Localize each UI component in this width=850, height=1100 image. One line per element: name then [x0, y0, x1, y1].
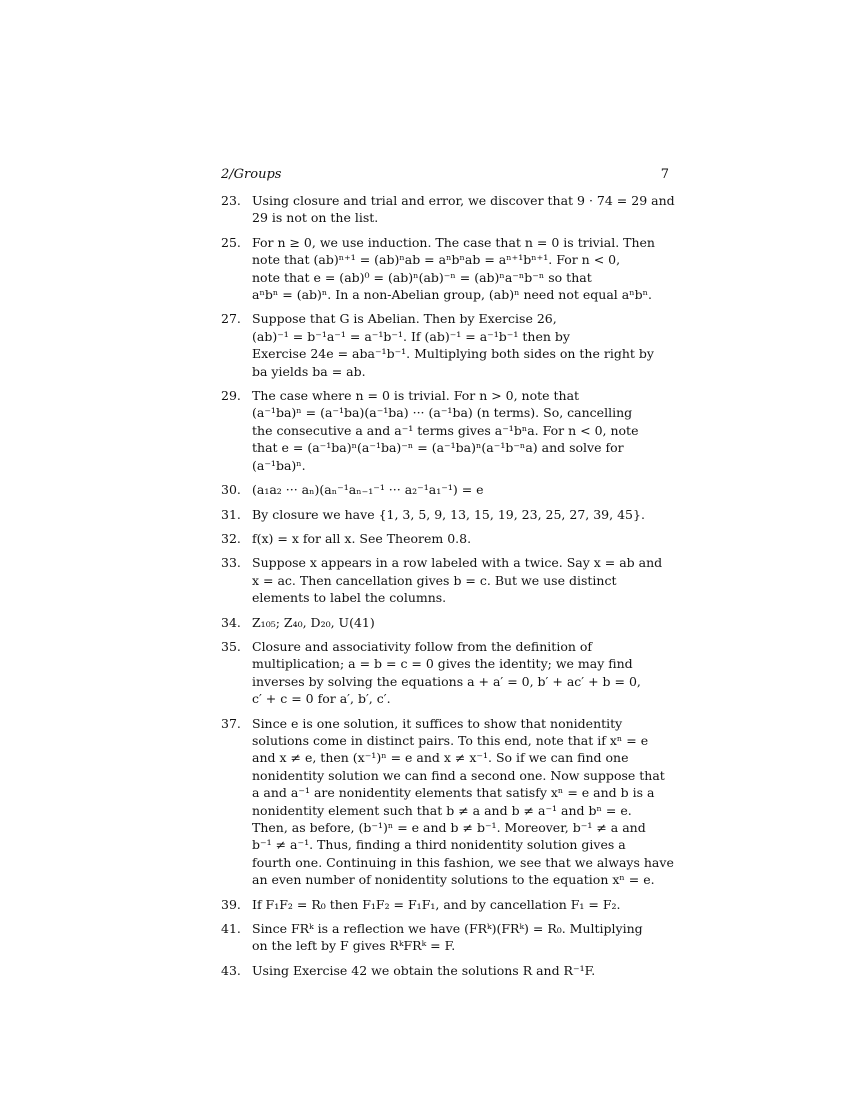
solution-line: (a⁻¹ba)ⁿ.: [252, 457, 306, 473]
exercise-number: 37.: [221, 715, 241, 731]
solution-line: Suppose x appears in a row labeled with a twice. Say x = ab and: [252, 555, 663, 571]
exercise-solution: [221, 896, 657, 913]
exercise-solutions-list: [221, 192, 675, 986]
solution-line: note that (ab)ⁿ⁺¹ = (ab)ⁿab = aⁿbⁿab = aⁿ⁺¹bⁿ⁺¹. For n < 0,: [252, 252, 621, 268]
solution-line: the consecutive a and a⁻¹ terms gives a⁻¹bⁿa. For n < 0, note: [252, 422, 639, 438]
solution-line: multiplication; a = b = c = 0 gives the identity; we may find: [252, 656, 633, 672]
solution-line: The case where n = 0 is trivial. For n > 0, note that: [252, 388, 580, 404]
solution-line: Z₁₀₅; Z₄₀, D₂₀, U(41): [252, 614, 375, 630]
exercise-number: 43.: [221, 962, 241, 978]
exercise-solution-text: [252, 481, 657, 498]
page-number: 7: [660, 167, 669, 182]
exercise-number: 32.: [221, 530, 241, 546]
solution-line: c′ + c = 0 for a′, b′, c′.: [252, 691, 391, 707]
solution-line: ba yields ba = ab.: [252, 363, 366, 379]
solution-line: Closure and associativity follow from the definition of: [252, 638, 593, 654]
solution-line: Then, as before, (b⁻¹)ⁿ = e and b ≠ b⁻¹. Moreover, b⁻¹ ≠ a and: [252, 820, 646, 835]
exercise-number: 41.: [221, 921, 241, 937]
solution-line: Suppose that G is Abelian. Then by Exercise 26,: [252, 311, 557, 327]
exercise-solution-text: [252, 638, 657, 708]
exercise-number: 23.: [221, 193, 241, 208]
chapter-title: 2/Groups: [221, 167, 282, 182]
exercise-solution: [221, 614, 657, 631]
exercise-solution: [221, 920, 657, 955]
solution-line: If F₁F₂ = R₀ then F₁F₂ = F₁F₁, and by cancellation F₁ = F₂.: [252, 896, 621, 912]
solution-line: aⁿbⁿ = (ab)ⁿ. In a non-Abelian group, (ab)ⁿ need not equal aⁿbⁿ.: [252, 287, 652, 303]
exercise-solution-text: [252, 387, 657, 474]
solution-line: (a₁a₂ ··· aₙ)(aₙ⁻¹aₙ₋₁⁻¹ ··· a₂⁻¹a₁⁻¹) = e: [252, 482, 484, 498]
exercise-solution-text: [252, 614, 657, 631]
exercise-number: 34.: [221, 614, 241, 630]
exercise-solution-text: [252, 530, 657, 547]
solution-line: By closure we have {1, 3, 5, 9, 13, 15, 19, 23, 25, 27, 39, 45}.: [252, 506, 645, 522]
exercise-solution: [221, 310, 657, 380]
exercise-solution: [221, 715, 674, 889]
solution-line: Exercise 24e = aba⁻¹b⁻¹. Multiplying both sides on the right by: [252, 346, 654, 362]
exercise-solution-text: [252, 920, 657, 955]
solution-line: inverses by solving the equations a + a′ = 0, b′ + ac′ + b = 0,: [252, 673, 641, 689]
solution-line: Since FRᵏ is a reflection we have (FRᵏ)(FRᵏ) = R₀. Multiplying: [252, 921, 643, 937]
solution-line: that e = (a⁻¹ba)ⁿ(a⁻¹ba)⁻ⁿ = (a⁻¹ba)ⁿ(a⁻¹b⁻ⁿa) and solve for: [252, 440, 624, 456]
solution-line: on the left by F gives RᵏFRᵏ = F.: [252, 938, 456, 954]
exercise-number: 30.: [221, 482, 241, 498]
exercise-solution: [221, 234, 657, 304]
solution-line: b⁻¹ ≠ a⁻¹. Thus, finding a third nonidentity solution gives a: [252, 837, 626, 853]
exercise-solution-text: [252, 506, 657, 523]
solution-line: f(x) = x for all x. See Theorem 0.8.: [252, 530, 472, 546]
solution-line: elements to label the columns.: [252, 590, 447, 606]
solution-line: a and a⁻¹ are nonidentity elements that satisfy xⁿ = e and b is a: [252, 785, 655, 801]
exercise-solution: [221, 387, 657, 474]
solution-line: For n ≥ 0, we use induction. The case that n = 0 is trivial. Then: [252, 234, 655, 250]
page-header: [221, 167, 669, 182]
solution-line: note that e = (ab)⁰ = (ab)ⁿ(ab)⁻ⁿ = (ab)ⁿa⁻ⁿb⁻ⁿ so that: [252, 269, 592, 285]
solution-line: solutions come in distinct pairs. To this end, note that if xⁿ = e: [252, 732, 649, 748]
exercise-number: 35.: [221, 638, 241, 654]
exercise-solution-text: [252, 896, 657, 913]
solution-line: (ab)⁻¹ = b⁻¹a⁻¹ = a⁻¹b⁻¹. If (ab)⁻¹ = a⁻¹b⁻¹ then by: [252, 328, 570, 344]
solution-line: (a⁻¹ba)ⁿ = (a⁻¹ba)(a⁻¹ba) ··· (a⁻¹ba) (n terms). So, cancelling: [252, 405, 633, 421]
exercise-solution: [221, 962, 657, 979]
solution-line: fourth one. Continuing in this fashion, we see that we always have: [252, 854, 674, 870]
solution-line: Since e is one solution, it suffices to show that nonidentity: [252, 715, 623, 731]
exercise-number: 25.: [221, 234, 241, 250]
solution-line: nonidentity element such that b ≠ a and b ≠ a⁻¹ and bⁿ = e.: [252, 802, 632, 818]
exercise-solution: [221, 638, 657, 708]
exercise-number: 31.: [221, 506, 241, 522]
exercise-solution: [221, 530, 657, 547]
solution-line: an even number of nonidentity solutions to the equation xⁿ = e.: [252, 872, 655, 888]
exercise-solution-text: [252, 234, 657, 304]
exercise-solution-text: [252, 715, 674, 889]
exercise-solution: [221, 192, 675, 227]
exercise-number: 39.: [221, 896, 241, 912]
solution-line: x = ac. Then cancellation gives b = c. But we use distinct: [252, 572, 617, 588]
solution-line: nonidentity solution we can find a second one. Now suppose that: [252, 767, 665, 783]
exercise-solution: [221, 506, 657, 523]
solution-line: 29 is not on the list.: [252, 210, 379, 226]
exercise-number: 27.: [221, 311, 241, 327]
solution-line: Using closure and trial and error, we discover that 9 · 74 = 29 and: [252, 193, 675, 208]
exercise-solution-text: [252, 554, 662, 606]
exercise-number: 33.: [221, 555, 241, 571]
solution-line: Using Exercise 42 we obtain the solutions R and R⁻¹F.: [252, 962, 596, 978]
exercise-solution-text: [252, 310, 657, 380]
exercise-solution-text: [252, 962, 657, 979]
exercise-number: 29.: [221, 388, 241, 404]
solution-line: and x ≠ e, then (x⁻¹)ⁿ = e and x ≠ x⁻¹. So if we can find one: [252, 750, 629, 766]
exercise-solution: [221, 554, 663, 606]
exercise-solution-text: [252, 192, 675, 227]
exercise-solution: [221, 481, 657, 498]
